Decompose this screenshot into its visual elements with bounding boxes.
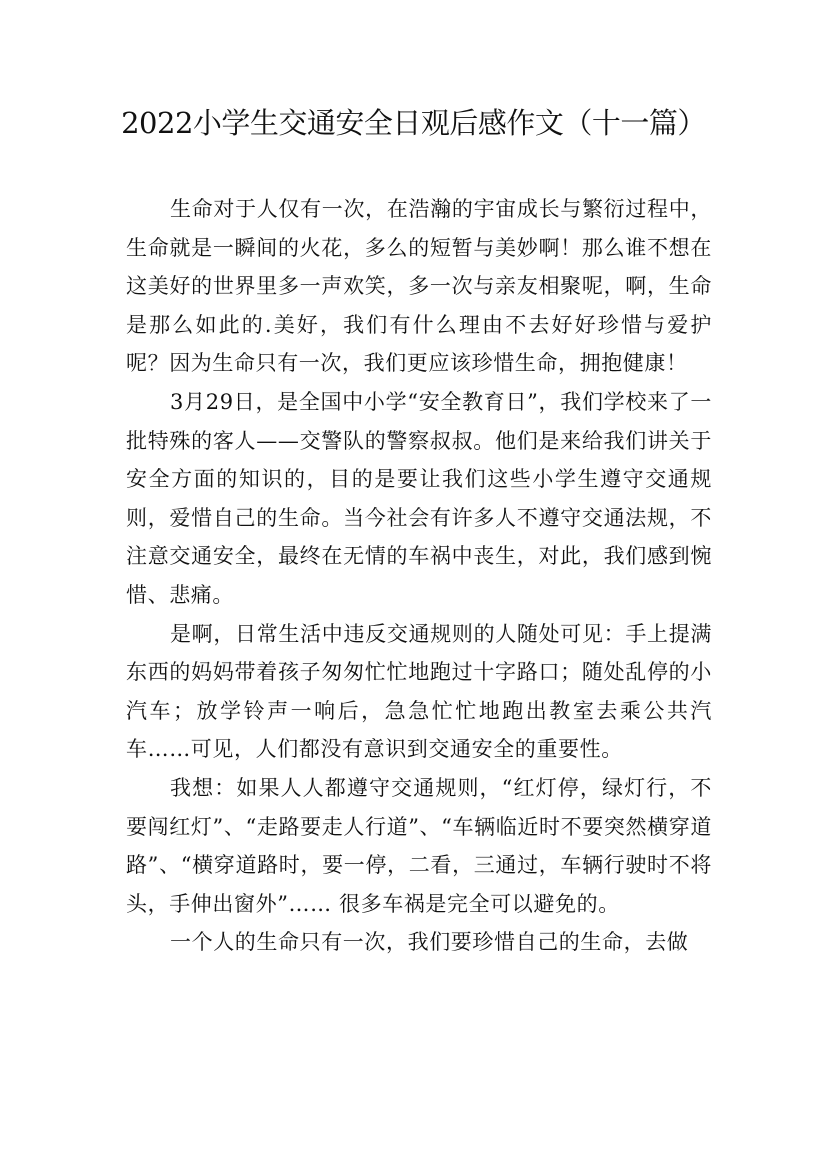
document-body: [126, 190, 712, 962]
paragraph-4: 我想：如果人人都遵守交通规则，“红灯停，绿灯行，不要闯红灯”、“走路要走人行道”、“车辆临近时不要突然横穿道路”、“横穿道路时，要一停，二看，三通过，车辆行驶时不将头，手伸出窗外”…… 很多车祸是完全可以避免的。: [126, 775, 712, 916]
paragraph-2: 3月29日，是全国中小学“安全教育日”，我们学校来了一批特殊的客人——交警队的警察叔叔。他们是来给我们讲关于安全方面的知识的，目的是要让我们这些小学生遵守交通规则，爱惜自己的生命。当今社会有许多人不遵守交通法规，不注意交通安全，最终在无情的车祸中丧生，对此，我们感到惋惜、悲痛。: [126, 389, 712, 607]
paragraph-1: 生命对于人仅有一次，在浩瀚的宇宙成长与繁衍过程中，生命就是一瞬间的火花，多么的短暂与美妙啊！那么谁不想在这美好的世界里多一声欢笑，多一次与亲友相聚呢，啊，生命是那么如此的.美好，我们有什么理由不去好好珍惜与爱护呢？因为生命只有一次，我们更应该珍惜生命，拥抱健康！: [126, 197, 712, 376]
paragraph-3: 是啊，日常生活中违反交通规则的人随处可见：手上提满东西的妈妈带着孩子匆匆忙忙地跑过十字路口；随处乱停的小汽车；放学铃声一响后，急急忙忙地跑出教室去乘公共汽车……可见，人们都没有意识到交通安全的重要性。: [126, 621, 712, 762]
paragraph-5: 一个人的生命只有一次，我们要珍惜自己的生命，去做: [170, 930, 689, 955]
document-title: 2022小学生交通安全日观后感作文（十一篇）: [121, 106, 706, 140]
